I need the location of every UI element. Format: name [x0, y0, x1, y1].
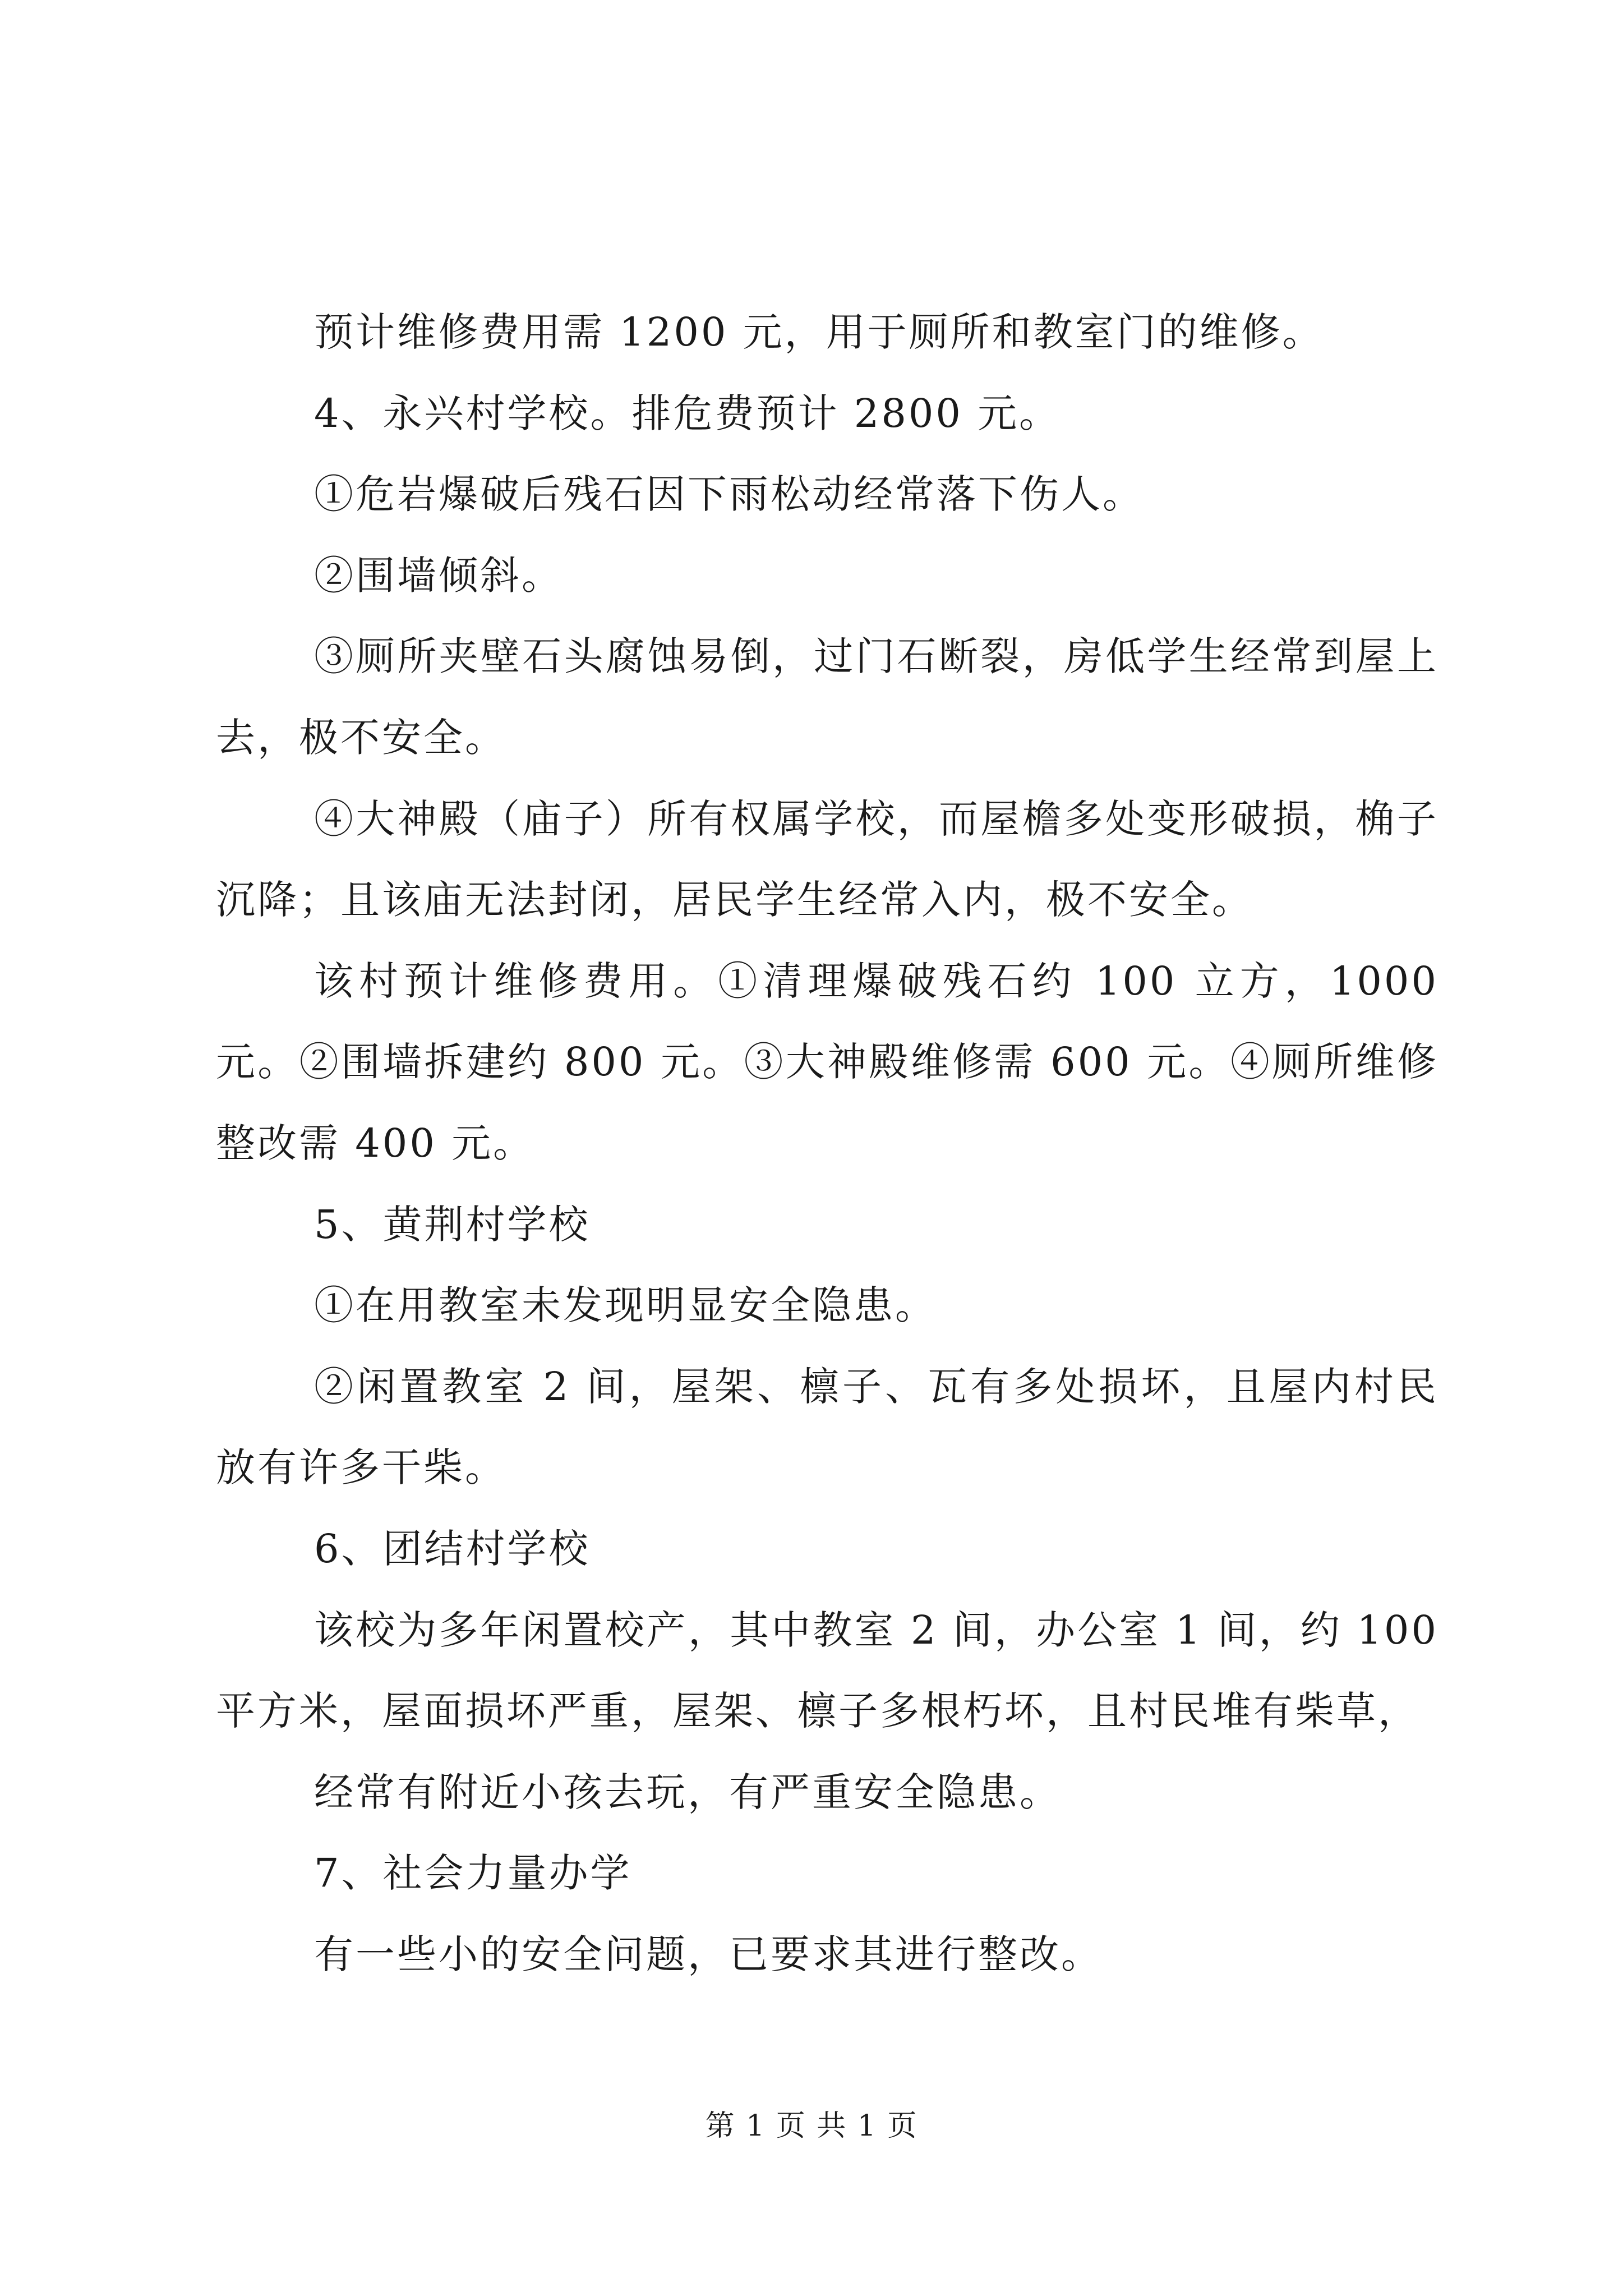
paragraph-14: 7、社会力量办学 — [314, 1850, 632, 1897]
paragraph-13: 经常有附近小孩去玩，有严重安全隐患。 — [314, 1769, 1061, 1815]
paragraph-1: 预计维修费用需 1200 元，用于厕所和教室门的维修。 — [314, 309, 1324, 355]
paragraph-8: 5、黄荆村学校 — [314, 1201, 591, 1248]
paragraph-9: ①在用教室未发现明显安全隐患。 — [314, 1282, 937, 1329]
paragraph-11: 6、团结村学校 — [314, 1525, 591, 1572]
paragraph-4: ②围墙倾斜。 — [314, 552, 563, 599]
paragraph-2: 4、永兴村学校。排危费预计 2800 元。 — [314, 390, 1061, 436]
paragraph-10: ②闲置教室 2 间，屋架、檩子、瓦有多处损坏，且屋内村民放有许多干柴。 — [216, 1363, 1438, 1491]
paragraph-12: 该校为多年闲置校产，其中教室 2 间，办公室 1 间，约 100 平方米，屋面损坏严重，屋架、檩子多根朽坏，且村民堆有柴草， — [216, 1607, 1438, 1734]
document-body — [216, 292, 1438, 1995]
paragraph-15: 有一些小的安全问题，已要求其进行整改。 — [314, 1931, 1103, 1977]
paragraph-6: ④大神殿（庙子）所有权属学校，而屋檐多处变形破损，桷子沉降；且该庙无法封闭，居民学生经常入内，极不安全。 — [216, 795, 1438, 923]
paragraph-7: 该村预计维修费用。①清理爆破残石约 100 立方，1000 元。②围墙拆建约 800 元。③大神殿维修需 600 元。④厕所维修整改需 400 元。 — [216, 958, 1438, 1166]
paragraph-3: ①危岩爆破后残石因下雨松动经常落下伤人。 — [314, 471, 1144, 518]
paragraph-5: ③厕所夹壁石头腐蚀易倒，过门石断裂，房低学生经常到屋上去，极不安全。 — [216, 633, 1438, 761]
page-footer: 第 1 页 共 1 页 — [705, 2109, 918, 2143]
